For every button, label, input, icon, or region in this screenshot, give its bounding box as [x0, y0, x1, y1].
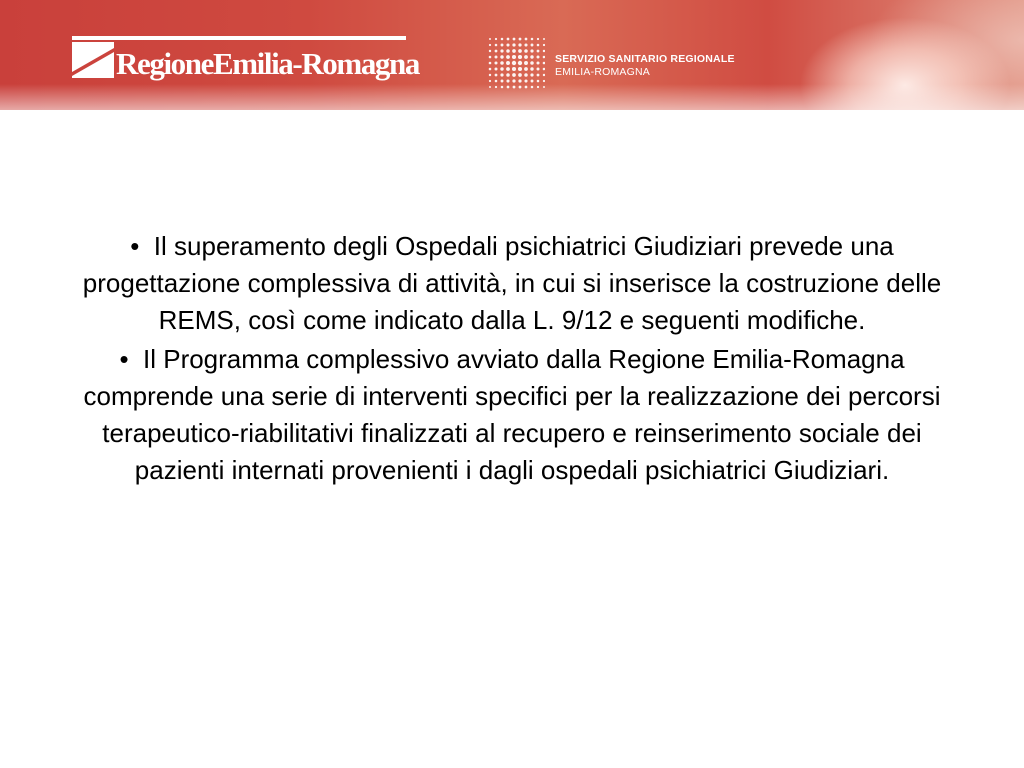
ssr-dot [501, 38, 504, 41]
ssr-dot [524, 79, 527, 82]
ssr-dot [495, 50, 498, 53]
ssr-dot [489, 56, 492, 59]
ssr-dot [489, 80, 491, 82]
ssr-dot [512, 49, 516, 53]
ssr-dot [518, 67, 522, 71]
ssr-dot [506, 79, 509, 82]
ssr-dot [500, 49, 503, 52]
regione-emilia-romagna-logo [72, 36, 419, 86]
logo-wordmark: RegioneEmilia-Romagna [116, 46, 419, 81]
ssr-dot [489, 44, 491, 46]
ssr-dot [489, 86, 491, 88]
ssr-subtitle: EMILIA-ROMAGNA [555, 66, 650, 78]
ssr-dot [500, 61, 504, 65]
ssr-dot [507, 86, 510, 89]
ssr-dot [518, 73, 522, 77]
ssr-dot [543, 62, 545, 65]
ssr-dot [537, 44, 540, 47]
ssr-dot [512, 61, 516, 65]
ssr-dot [489, 38, 491, 40]
ssr-dot [519, 38, 522, 41]
ssr-dot [506, 49, 510, 53]
ssr-dot [506, 67, 510, 71]
ssr-dot [506, 43, 509, 46]
ssr-dot [531, 80, 534, 83]
ssr-dot [506, 61, 510, 65]
slide-body [56, 228, 968, 491]
ssr-dot [495, 56, 498, 59]
ssr-dot [518, 79, 521, 82]
ssr-dot [524, 49, 528, 53]
ssr-title: SERVIZIO SANITARIO REGIONALE [555, 53, 735, 65]
ssr-dot-grid-icon [487, 36, 545, 90]
ssr-dot [531, 86, 534, 89]
ssr-dot [543, 38, 545, 40]
ssr-dot [495, 38, 497, 40]
ssr-dot [506, 55, 510, 59]
ssr-dot [518, 43, 521, 46]
ssr-dot [501, 86, 504, 89]
ssr-dot [500, 67, 503, 70]
logo-top-rule [72, 36, 406, 40]
ssr-dot [494, 61, 497, 64]
bullet-marker: • [119, 344, 129, 374]
ssr-dot [495, 86, 497, 88]
ssr-dot [512, 55, 516, 59]
ssr-dot [531, 38, 534, 41]
ssr-dot [530, 61, 534, 65]
ssr-dot [518, 55, 522, 59]
ssr-dot [537, 68, 540, 71]
ssr-dot [524, 67, 528, 71]
ssr-dot [489, 62, 492, 65]
ssr-dot [512, 79, 515, 82]
ssr-dot [537, 56, 540, 59]
ssr-dot [489, 68, 492, 71]
ssr-dot [530, 73, 533, 76]
ssr-dot [543, 74, 545, 76]
ssr-dot [524, 55, 528, 59]
ssr-dot [537, 80, 540, 83]
ssr-dot [543, 68, 545, 71]
ssr-dot [543, 80, 545, 82]
ssr-dot [500, 73, 503, 76]
ssr-dot [489, 74, 491, 76]
header-band [0, 0, 1024, 110]
ssr-dot [495, 68, 498, 71]
ssr-dot [531, 44, 534, 47]
ssr-dot [512, 67, 516, 71]
ssr-dot [530, 49, 533, 52]
ssr-dot [543, 86, 545, 88]
ssr-dot [518, 61, 522, 65]
ssr-dot [495, 80, 498, 83]
bullet-item [56, 228, 968, 339]
ssr-logo-text [555, 53, 735, 79]
ssr-dot [507, 38, 510, 41]
ssr-dot [525, 38, 528, 41]
ssr-dot [489, 50, 491, 52]
ssr-dot [513, 38, 516, 41]
flag-icon [72, 42, 114, 78]
ssr-dot [518, 49, 522, 53]
ssr-dot [495, 44, 498, 47]
ssr-dot [524, 43, 527, 46]
ssr-dot [495, 74, 498, 77]
ssr-dot [530, 55, 533, 58]
ssr-dot [501, 44, 504, 47]
ssr-dot [543, 56, 545, 59]
bullet-text: Il superamento degli Ospedali psichiatrici Giudiziari prevede una progettazione complessiva di attività, in cui si inserisce la costruzione delle REMS, così come indicato dalla L. 9/12 e seguenti modifiche. [82, 231, 942, 335]
ssr-dot [501, 80, 504, 83]
ssr-dot [512, 73, 516, 77]
bullet-item [56, 341, 968, 489]
ssr-dot [537, 38, 539, 40]
ssr-dot [525, 86, 528, 89]
ssr-dot [524, 61, 528, 65]
ssr-dot [537, 74, 540, 77]
ssr-dot [519, 86, 522, 89]
ssr-dot [536, 61, 539, 64]
ssr-dot [530, 67, 533, 70]
ssr-dot [512, 43, 515, 46]
ssr-dot [524, 73, 528, 77]
ssr-dot [543, 44, 545, 46]
bullet-text: Il Programma complessivo avviato dalla Regione Emilia-Romagna comprende una serie di interventi specifici per la realizzazione dei percorsi terapeutico-riabilitativi finalizzati al recupero e reinserimento sociale dei pazienti internati provenienti i dagli ospedali psichiatrici Giudiziari. [83, 344, 941, 485]
bullet-marker: • [130, 231, 140, 261]
ssr-dot [537, 86, 539, 88]
ssr-dot [513, 86, 516, 89]
ssr-dot [506, 73, 510, 77]
ssr-dot [500, 55, 503, 58]
ssr-dot [543, 50, 545, 52]
ssr-dot [537, 50, 540, 53]
